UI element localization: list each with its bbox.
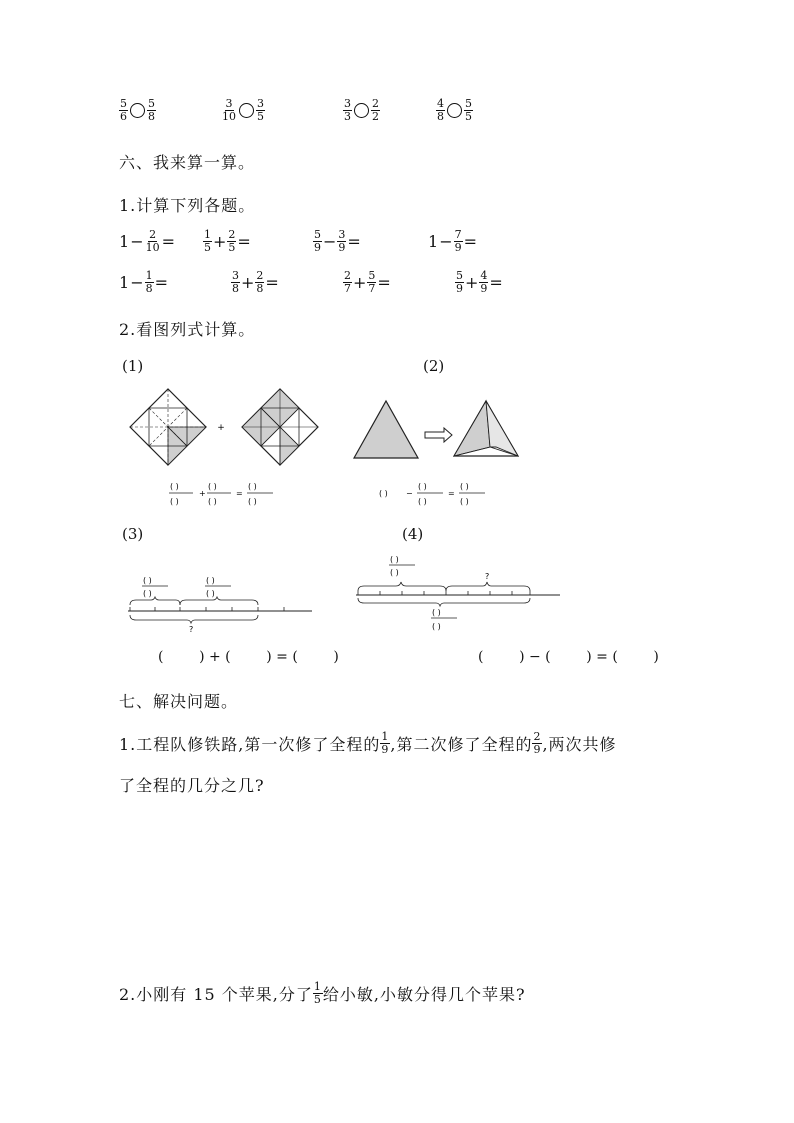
figure-label-1: (1) [122,357,144,375]
svg-text:( ): ( ) [390,555,399,564]
svg-text:( ): ( ) [460,497,469,506]
calc-item: 1 − $\frac{7}{9}$ = [428,228,477,254]
figure-2-triangles [350,395,525,465]
svg-text:( ): ( ) [248,497,257,506]
svg-text:( ): ( ) [379,489,388,498]
square-diagram-right [242,389,318,465]
svg-text:−: − [406,489,413,498]
calc-item: 1 − $\frac{1}{8}$ = [119,269,168,295]
square-diagram-left [130,389,206,465]
svg-text:( ): ( ) [390,568,399,577]
compare-item-3 [343,98,380,123]
compare-item-4 [436,98,473,123]
compare-circle[interactable] [354,103,369,118]
figure-1-equation [166,480,281,510]
question-2-title: 2.看图列式计算。 [119,320,256,339]
section-six-title: 六、我来算一算。 [119,153,256,172]
svg-text:( ): ( ) [432,608,441,617]
section-seven-title: 七、解决问题。 [119,692,239,711]
compare-circle[interactable] [447,103,462,118]
folded-triangle [454,401,518,456]
calc-item: $\frac{3}{8}$ + $\frac{2}{8}$ = [232,269,279,295]
svg-text:( ): ( ) [206,576,215,585]
fraction: $\frac{5}{8}$ [148,97,155,123]
fraction: $\frac{3}{3}$ [344,97,351,123]
fraction: $\frac{3}{5}$ [257,97,264,123]
svg-text:=: = [448,489,455,498]
svg-text:( ): ( ) [143,589,152,598]
figure-3-number-line [124,565,319,640]
compare-row [119,98,519,134]
fraction: $\frac{4}{8}$ [437,97,444,123]
problem-2: 2.小刚有 15 个苹果,分了 $\frac{1}{5}$ 给小敏,小敏分得几个苹果? [119,980,526,1006]
svg-text:( ): ( ) [432,622,441,631]
svg-text:( ): ( ) [208,482,217,491]
svg-text:( ): ( ) [170,497,179,506]
calc-item: 1 − $\frac{2}{10}$ = [119,228,175,254]
svg-text:+: + [199,489,206,498]
svg-text:?: ? [485,572,490,581]
calc-item: $\frac{5}{9}$ − $\frac{3}{9}$ = [314,228,361,254]
figure-4-equation: ( ) − ( ) = ( ) [478,649,659,665]
fraction: $\frac{2}{2}$ [372,97,379,123]
compare-circle[interactable] [130,103,145,118]
svg-text:=: = [236,489,243,498]
compare-item-2 [221,98,265,123]
figure-1-squares [120,385,330,470]
svg-text:( ): ( ) [170,482,179,491]
plus-sign: + [217,423,225,433]
svg-text:( ): ( ) [418,497,427,506]
figure-3-equation: ( ) + ( ) = ( ) [158,649,339,665]
figure-4-number-line [352,551,564,636]
problem-1-line-1: 1.工程队修铁路,第一次修了全程的 $\frac{1}{9}$ ,第二次修了全程的 $\frac{2}{9}$ ,两次共修 [119,730,617,756]
fraction: $\frac{5}{6}$ [120,97,127,123]
compare-item-1 [119,98,156,123]
question-1-title: 1.计算下列各题。 [119,196,256,215]
calc-item: $\frac{2}{7}$ + $\frac{5}{7}$ = [344,269,391,295]
figure-label-2: (2) [423,357,445,375]
figure-2-equation [376,480,496,510]
fraction: $\frac{5}{5}$ [465,97,472,123]
figure-label-3: (3) [122,525,144,543]
svg-text:( ): ( ) [460,482,469,491]
calc-item: $\frac{1}{5}$ + $\frac{2}{5}$ = [204,228,251,254]
svg-text:?: ? [189,625,194,634]
compare-circle[interactable] [239,103,254,118]
svg-text:( ): ( ) [418,482,427,491]
svg-text:( ): ( ) [206,589,215,598]
svg-text:( ): ( ) [143,576,152,585]
problem-1-line-2: 了全程的几分之几? [119,776,265,795]
shaded-triangle [354,401,418,458]
svg-text:( ): ( ) [248,482,257,491]
fraction: $\frac{3}{10}$ [222,97,236,123]
svg-text:( ): ( ) [208,497,217,506]
figure-label-4: (4) [402,525,424,543]
calc-item: $\frac{5}{9}$ + $\frac{4}{9}$ = [456,269,503,295]
arrow-right-icon [425,428,452,442]
